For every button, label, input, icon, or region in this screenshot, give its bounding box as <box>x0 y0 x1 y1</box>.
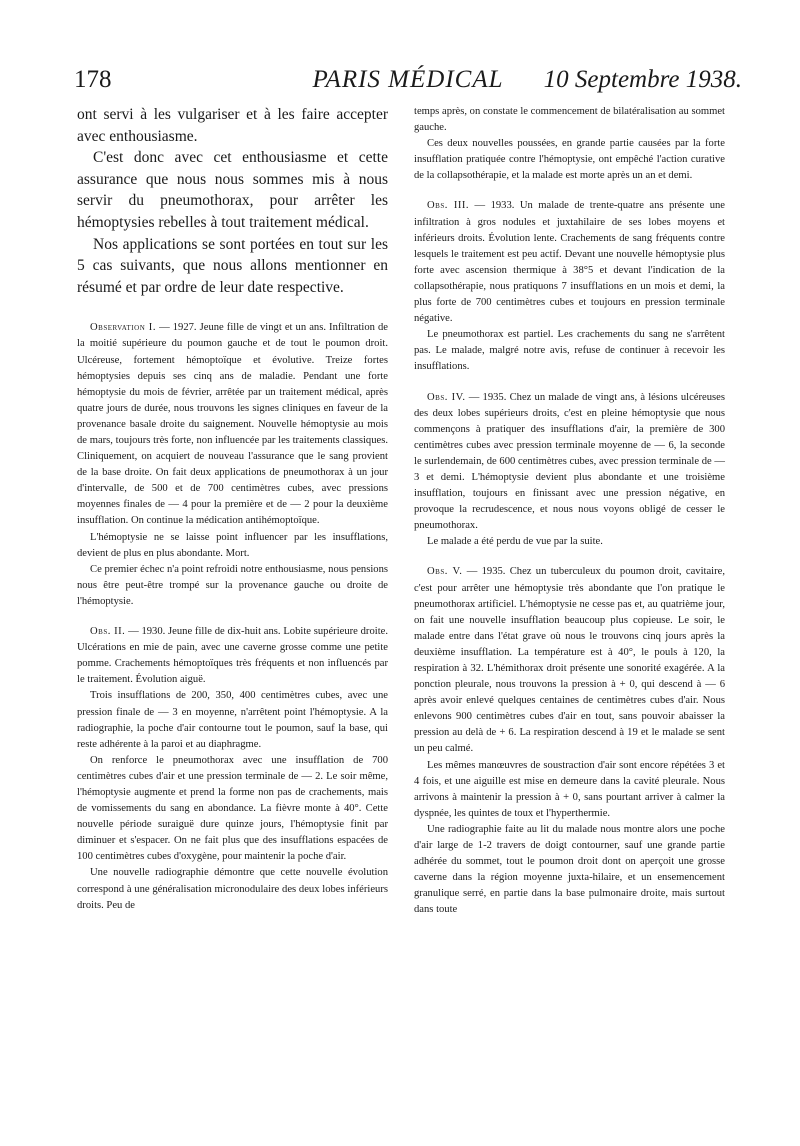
obs-paragraph: L'hémoptysie ne se laisse point influencer par les insufflations, devient de plus en plus abondante. Mort. <box>77 531 388 559</box>
observation-2 <box>77 624 388 914</box>
obs-paragraph: temps après, on constate le commencement de bilatéralisation au sommet gauche. <box>414 106 725 134</box>
obs-paragraph <box>414 198 725 327</box>
obs-heading: Obs. II. <box>90 626 126 638</box>
observation-1 <box>77 320 388 610</box>
intro-paragraph: C'est donc avec cet enthousiasme et cette assurance que nous nous sommes mis à nous servir du pneumothorax, pour arrêter les hémoptysies rebelles à tout traitement médical. <box>77 149 388 231</box>
obs-text: — 1935. Chez un tuberculeux du poumon droit, cavitaire, c'est pour arrêter une hémoptysie très abondante que l'on pratique le pneumothorax artificiel. L'hémoptysie ne cesse pas et, au quatrième jour, on fait une nouvelle insufflation beaucoup plus copieuse. Le soir, le malade entre dans l'état grave où nous le trouvons cinq jours après la deuxième insufflation. La température est à 40°, le pouls à 120, la respiration à 32. L'hémithorax droit présente une sonorité exagérée. A la ponction pleurale, nous trouvons la pression à + 0, qui descend à — 6 après avoir enlevé quelques centaines de centimètres cubes d'air. Nous enlevons 900 centimètres cubes d'air en tout, sans pouvoir abaisser la pression au delà de + 6. La respiration descend à 19 et le malade se sent un peu calmé. <box>414 566 725 755</box>
obs-text: — 1935. Chez un malade de vingt ans, à lésions ulcéreuses des deux lobes supérieurs droits, c'est en pleine hémoptysie que nous commençons à pratiquer des insufflations d'air, la première de 300 centimètres cubes avec pression terminale moyenne de — 6, la seconde le surlendemain, de 600 centimètres cubes, avec pression terminale de — 3 et demi. L'hémoptysie devient plus abondante et une troisième insufflation, toujours en finissant avec une pression négative, en provoque la recrudescence, et nous nous voyons obligé de cesser le pneumothorax. <box>414 391 725 532</box>
observation-4 <box>414 390 725 551</box>
obs-paragraph: Ces deux nouvelles poussées, en grande partie causées par la forte insufflation pratiquée contre l'hémoptysie, ont empêché l'action curative de la collapsothérapie, et la malade est morte après un an et demi. <box>414 138 725 182</box>
right-column <box>414 104 725 919</box>
observation-3 <box>414 198 725 375</box>
left-column <box>77 104 388 914</box>
observation-2-continued <box>414 104 725 184</box>
obs-paragraph: Trois insufflations de 200, 350, 400 centimètres cubes, avec une pression finale de — 3 en moyenne, n'arrêtent point l'hémoptysie. A la radiographie, la poche d'air contourne tout le poumon, sauf la base, qui reste adhérente à la paroi et au diaphragme. <box>77 690 388 750</box>
obs-paragraph: Ce premier échec n'a point refroidi notre enthousiasme, nous pensions nous être peut-être trompé sur la provenance gauche ou droite de l'hémoptysie. <box>77 563 388 607</box>
obs-paragraph: Une nouvelle radiographie démontre que cette nouvelle évolution correspond à une généralisation micronodulaire des deux lobes inférieurs droits. Peu de <box>77 867 388 911</box>
obs-paragraph: On renforce le pneumothorax avec une insufflation de 700 centimètres cubes d'air et une pression terminale de — 2. Le soir même, l'hémoptysie augmente et prend la forme non pas de crachements, mais de vomissements du sang en abondance. La fièvre monte à 40°. Cette nouvelle période suraiguë dure quinze jours, l'hémoptysie finit par diminuer et s'espacer. On ne fait plus que des insufflations espacées de 100 centimètres cubes d'oxygène, pour maintenir la poche d'air. <box>77 754 388 863</box>
obs-text: — 1927. Jeune fille de vingt et un ans. Infiltration de la moitié supérieure du poumon gauche et de tout le poumon droit. Ulcéreuse, fortement hémoptoïque et évolutive. Treize fortes hémoptysies depuis ses cinq ans de maladie. Pendant une forte hémoptysie du mois de février, arrêtée par un traitement médical, après quatre jours de durée, nous trouvons les signes cliniques en faveur de la provenance basale droite du saignement. Nouvelle hémoptysie au mois de mars, toujours très forte, non influencée par les traitements classiques. Cliniquement, on acquiert de nouveau l'assurance que le sang provient de la base droite. On fait deux applications de pneumothorax à un jour d'intervalle, de 500 et de 700 centimètres cubes, avec pressions moyennes finales de — 4 pour la première et de — 2 pour la deuxième insufflation. On continue la médication antihémoptoïque. <box>77 322 389 527</box>
obs-paragraph <box>414 390 725 535</box>
intro-paragraph: ont servi à les vulgariser et à les faire accepter avec enthousiasme. <box>77 106 388 145</box>
obs-heading: Obs. V. <box>427 566 463 578</box>
running-header <box>74 66 742 100</box>
obs-paragraph: Le pneumothorax est partiel. Les crachements du sang ne s'arrêtent pas. Le malade, malgré notre avis, refuse de continuer à recevoir les insufflations. <box>414 329 725 373</box>
obs-text: — 1933. Un malade de trente-quatre ans présente une infiltration à gros nodules et juxtahilaire de ses lobes moyens et inférieurs droits. Évolution lente. Crachements de sang fréquents contre lesquels le traitement est peu actif. Devant une nouvelle hémoptysie plus forte avec ascension thermique à 38°5 et devant l'indication de la collapsothérapie, nous pratiquons 7 insufflations en un mois et demi, la plus forte de 700 centimètres cubes et toujours en pression terminale négative. <box>414 200 725 325</box>
obs-paragraph <box>414 564 725 757</box>
obs-heading: Observation I. <box>90 322 156 334</box>
journal-title: PARIS MÉDICAL <box>312 66 504 93</box>
obs-paragraph: Le malade a été perdu de vue par la suite. <box>427 536 603 548</box>
intro-paragraph: Nos applications se sont portées en tout sur les 5 cas suivants, que nous allons mentionner en résumé et par ordre de leur date respective. <box>77 235 388 296</box>
obs-paragraph: Une radiographie faite au lit du malade nous montre alors une poche d'air large de 1-2 travers de doigt contourner, sauf une grande partie adhérée du sommet, tout le poumon droit dont on aperçoit une grosse caverne dans la région moyenne juxta-hilaire, et un ensemencement granulique serré, en partie dans la base pulmonaire droite, mais surtout dans toute <box>414 823 725 916</box>
page-number: 178 <box>74 66 112 93</box>
observation-5 <box>414 564 725 918</box>
obs-text: — 1930. Jeune fille de dix-huit ans. Lobite supérieure droite. Ulcérations en mie de pain, avec une caverne grosse comme une petite pomme. Crachements hémoptoïques très fréquents et non influencés par le traitement. Évolution aiguë. <box>77 626 388 686</box>
issue-date: 10 Septembre 1938. <box>543 66 742 93</box>
intro-text <box>77 104 388 298</box>
obs-heading: Obs. III. <box>427 200 470 212</box>
obs-paragraph <box>77 320 388 529</box>
obs-paragraph <box>77 624 388 688</box>
obs-heading: Obs. IV. <box>427 391 466 403</box>
obs-paragraph: Les mêmes manœuvres de soustraction d'air sont encore répétées 3 et 4 fois, et une aiguille est mise en demeure dans la cavité pleurale. Nous arrivons à maintenir la pression à + 0, sans pourtant arriver à calmer la dyspnée, les quintes de toux et l'hyperthermie. <box>414 759 725 819</box>
